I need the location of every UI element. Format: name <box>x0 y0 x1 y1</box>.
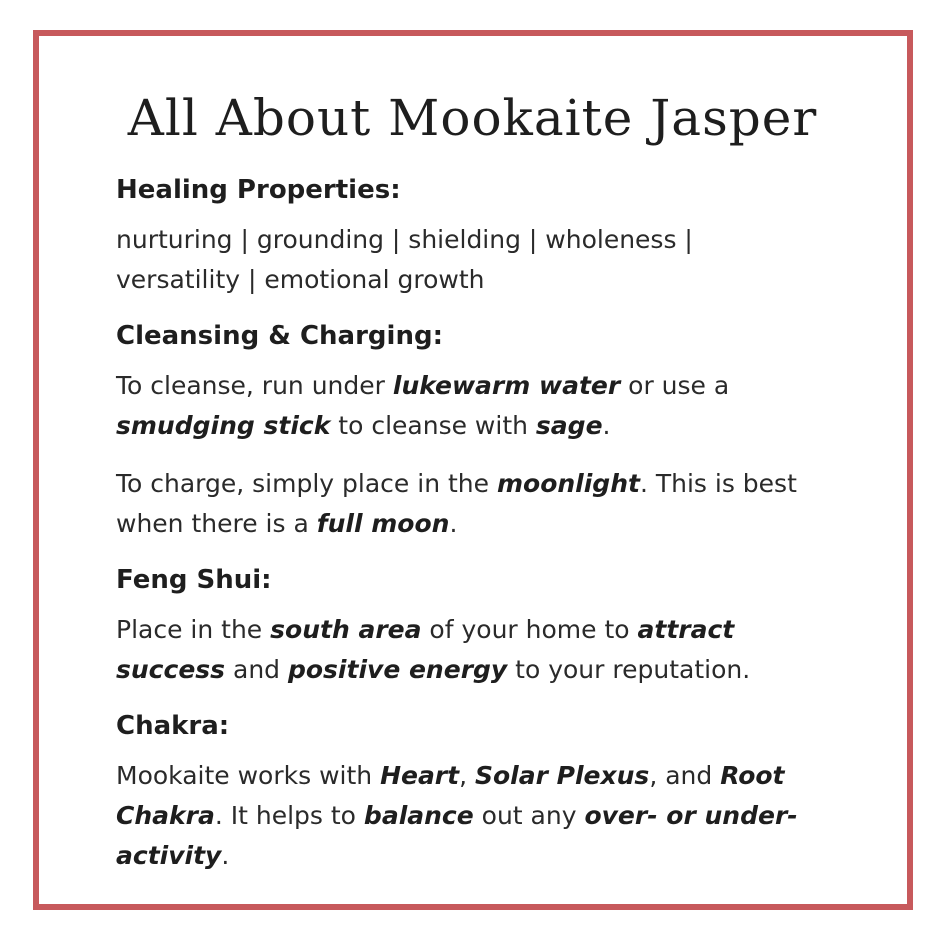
text-run: when there is a <box>116 509 317 538</box>
text-run: . <box>221 841 230 870</box>
section-heading: Healing Properties: <box>116 175 401 205</box>
emphasis: full moon <box>316 509 450 538</box>
text-run: of your home to <box>421 615 638 644</box>
emphasis: attract <box>637 615 735 644</box>
text-run: and <box>225 655 288 684</box>
text-run: , and <box>649 761 721 790</box>
emphasis: positive energy <box>287 655 508 684</box>
section-heading: Feng Shui: <box>116 565 272 595</box>
emphasis: south area <box>270 615 422 644</box>
text-run: to your reputation. <box>507 655 751 684</box>
emphasis: activity <box>116 841 222 870</box>
text-run: . It helps to <box>214 801 364 830</box>
emphasis: success <box>116 655 226 684</box>
emphasis: smudging stick <box>116 411 331 440</box>
text-run: or use a <box>620 371 730 400</box>
properties-line-2: versatility | emotional growth <box>116 265 485 294</box>
section-chakra <box>116 706 836 876</box>
section-heading: Chakra: <box>116 711 230 741</box>
text-run: Mookaite works with <box>116 761 381 790</box>
emphasis: moonlight <box>496 469 640 498</box>
emphasis: over- or under- <box>584 801 798 830</box>
emphasis: balance <box>363 801 474 830</box>
section-feng-shui <box>116 560 836 690</box>
emphasis: lukewarm water <box>392 371 621 400</box>
text-run: To charge, simply place in the <box>116 469 497 498</box>
emphasis: Solar Plexus <box>475 761 650 790</box>
page-title: All About Mookaite Jasper <box>127 89 818 147</box>
chakra-paragraph <box>116 756 836 876</box>
properties-line-1: nurturing | grounding | shielding | wholeness | <box>116 225 693 254</box>
emphasis: sage <box>535 411 603 440</box>
text-run: To cleanse, run under <box>116 371 393 400</box>
charge-paragraph <box>116 464 836 544</box>
emphasis: Root <box>720 761 785 790</box>
emphasis: Heart <box>380 761 460 790</box>
properties-text <box>116 220 836 300</box>
cleanse-paragraph <box>116 366 836 446</box>
section-heading: Cleansing & Charging: <box>116 321 443 351</box>
feng-shui-paragraph <box>116 610 836 690</box>
text-run: out any <box>473 801 585 830</box>
content-area <box>116 170 836 876</box>
emphasis: Chakra <box>116 801 215 830</box>
text-run: , <box>459 761 475 790</box>
text-run: to cleanse with <box>330 411 536 440</box>
text-run: . <box>449 509 458 538</box>
text-run: . This is best <box>639 469 797 498</box>
text-run: Place in the <box>116 615 271 644</box>
section-healing-properties <box>116 170 836 300</box>
text-run: . <box>602 411 611 440</box>
section-cleansing-charging <box>116 316 836 544</box>
